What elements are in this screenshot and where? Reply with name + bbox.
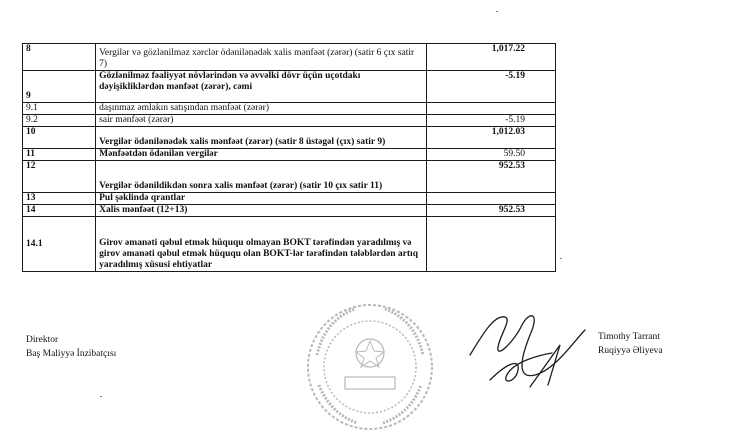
row-number: 13 [23,193,96,205]
table-row [23,44,556,71]
director-title: Direktor [26,335,59,345]
table-row [23,193,556,205]
row-description: Girov əmanəti qəbul etmək hüququ olmayan BOKT tərəfindən yaradılmış və girov əmanəti qəbul etmək hüququ olan BOKT-lər tərəfindən tələblərdən artıq yaradılmış xüsusi ehtiyatlar [96,217,427,272]
row-value: -5.19 [426,115,555,127]
scan-speck [560,258,562,259]
financial-table [22,43,556,272]
row-number: 9.2 [23,115,96,127]
stamp-emblem [356,339,384,367]
row-value [426,193,555,205]
row-value: 59.50 [426,149,555,161]
signature-stroke-main [470,316,585,376]
scan-speck [100,396,102,397]
row-value: -5.19 [426,71,555,103]
row-value: 1,012.03 [426,127,555,149]
stamp-logo-block [345,377,395,389]
table-row [23,161,556,193]
director-name: Timothy Tarrant [598,332,660,342]
row-description: daşınmaz əmlakın satışından mənfəət (zərər) [96,103,427,115]
stamp-ring-text [317,309,423,423]
cfo-title: Baş Maliyyə İnzibatçısı [26,349,117,359]
row-description: sair mənfəət (zərər) [96,115,427,127]
row-description: Vergilər ödənilənədək xalis mənfəət (zərər) (satir 8 üstəgəl (çıx) satir 9) [96,127,427,149]
row-description: Vergilər və gözlənilməz xərclər ödənilənədək xalis mənfəət (zərər) (satir 6 çıx satir 7) [96,44,427,71]
row-value [426,103,555,115]
table-row [23,205,556,217]
signature-stroke-tail [530,345,560,387]
scan-speck [496,11,498,12]
row-description: Pul şəklində qrantlar [96,193,427,205]
row-number: 11 [23,149,96,161]
cfo-name: Ruqiyyə Əliyeva [598,346,663,356]
row-number: 9.1 [23,103,96,115]
table-row [23,217,556,272]
row-number: 14.1 [23,217,96,272]
row-value: 952.53 [426,161,555,193]
row-value: 952.53 [426,205,555,217]
table-row [23,127,556,149]
row-description: Vergilər ödənildikdən sonra xalis mənfəət (zərər) (satir 10 çıx satir 11) [96,161,427,193]
row-number: 14 [23,205,96,217]
row-description: Gözlənilməz fəaliyyət növlərindən və əvvəlki dövr üçün uçotdakı dəyişikliklərdən mənfəət (zərər), cəmi [96,71,427,103]
row-value: 1,017.22 [426,44,555,71]
row-number: 8 [23,44,96,71]
row-description: Mənfəətdən ödənilən vergilər [96,149,427,161]
handwritten-signature [460,285,600,395]
company-stamp [295,295,445,435]
row-number: 10 [23,127,96,149]
row-number: 12 [23,161,96,193]
table-row [23,71,556,103]
signature-stroke-loop [490,353,552,381]
row-description: Xalis mənfəət (12+13) [96,205,427,217]
table-row [23,115,556,127]
signatory-names [598,330,663,358]
row-value [426,217,555,272]
table-row [23,103,556,115]
row-number: 9 [23,71,96,103]
table-row [23,149,556,161]
signatory-titles [26,333,116,361]
